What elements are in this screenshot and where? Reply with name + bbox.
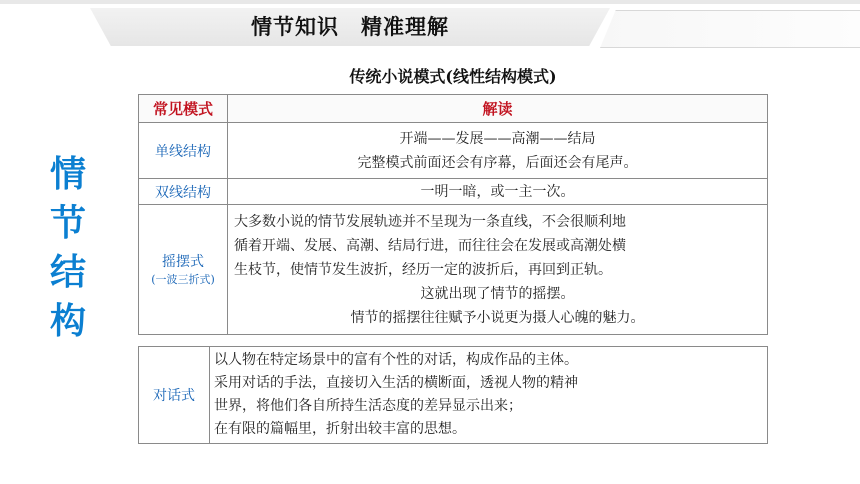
table-row bbox=[139, 205, 768, 335]
interpretation-line: 生枝节，使情节发生波折，经历一定的波折后，再回到正轨。 bbox=[234, 261, 612, 278]
table-row bbox=[139, 179, 768, 205]
mode-note: (一波三折式) bbox=[151, 272, 215, 286]
interpretation-cell bbox=[228, 123, 768, 179]
dialog-table bbox=[138, 346, 768, 444]
structure-table bbox=[138, 94, 768, 335]
page-title: 情节知识 精准理解 bbox=[251, 15, 449, 39]
interpretation-line: 大多数小说的情节发展轨迹并不呈现为一条直线，不会很顺利地 bbox=[234, 213, 626, 230]
mode-cell bbox=[139, 205, 228, 335]
table-header-row bbox=[139, 95, 768, 123]
mode-cell: 对话式 bbox=[139, 347, 210, 444]
column-header-interpretation: 解读 bbox=[228, 95, 768, 123]
header-decoration bbox=[600, 10, 860, 48]
interpretation-cell bbox=[228, 179, 768, 205]
interpretation-line: 开端——发展——高潮——结局 bbox=[399, 130, 596, 147]
interpretation-line: 一明一暗，或一主一次。 bbox=[420, 183, 575, 200]
side-title-char: 节 bbox=[49, 202, 86, 244]
table-row bbox=[139, 123, 768, 179]
mode-cell: 双线结构 bbox=[139, 179, 228, 205]
side-title-char: 结 bbox=[49, 251, 86, 293]
interpretation-line: 以人物在特定场景中的富有个性的对话，构成作品的主体。 bbox=[214, 352, 578, 368]
side-title-char: 构 bbox=[49, 300, 86, 342]
interpretation-cell bbox=[210, 347, 768, 444]
side-title-char: 情 bbox=[49, 153, 86, 195]
table-caption: 传统小说模式(线性结构模式) bbox=[349, 67, 557, 86]
top-rule bbox=[0, 0, 860, 4]
mode-cell: 单线结构 bbox=[139, 123, 228, 179]
interpretation-line: 世界，将他们各自所持生活态度的差异显示出来； bbox=[214, 398, 522, 414]
table-row bbox=[139, 347, 768, 444]
interpretation-line: 采用对话的手法，直接切入生活的横断面，透视人物的精神 bbox=[214, 375, 578, 391]
interpretation-cell bbox=[228, 205, 768, 335]
side-title bbox=[44, 150, 92, 346]
interpretation-line: 完整模式前面还会有序幕，后面还会有尾声。 bbox=[357, 154, 638, 171]
interpretation-line: 情节的摇摆往往赋予小说更为摄人心魄的魅力。 bbox=[350, 309, 645, 326]
interpretation-line: 这就出现了情节的摇摆。 bbox=[420, 285, 575, 302]
column-header-mode: 常见模式 bbox=[139, 95, 228, 123]
interpretation-line: 循着开端、发展、高潮、结局行进，而往往会在发展或高潮处横 bbox=[234, 237, 626, 254]
interpretation-line: 在有限的篇幅里，折射出较丰富的思想。 bbox=[214, 421, 466, 437]
mode-label: 摇摆式 bbox=[162, 253, 204, 270]
